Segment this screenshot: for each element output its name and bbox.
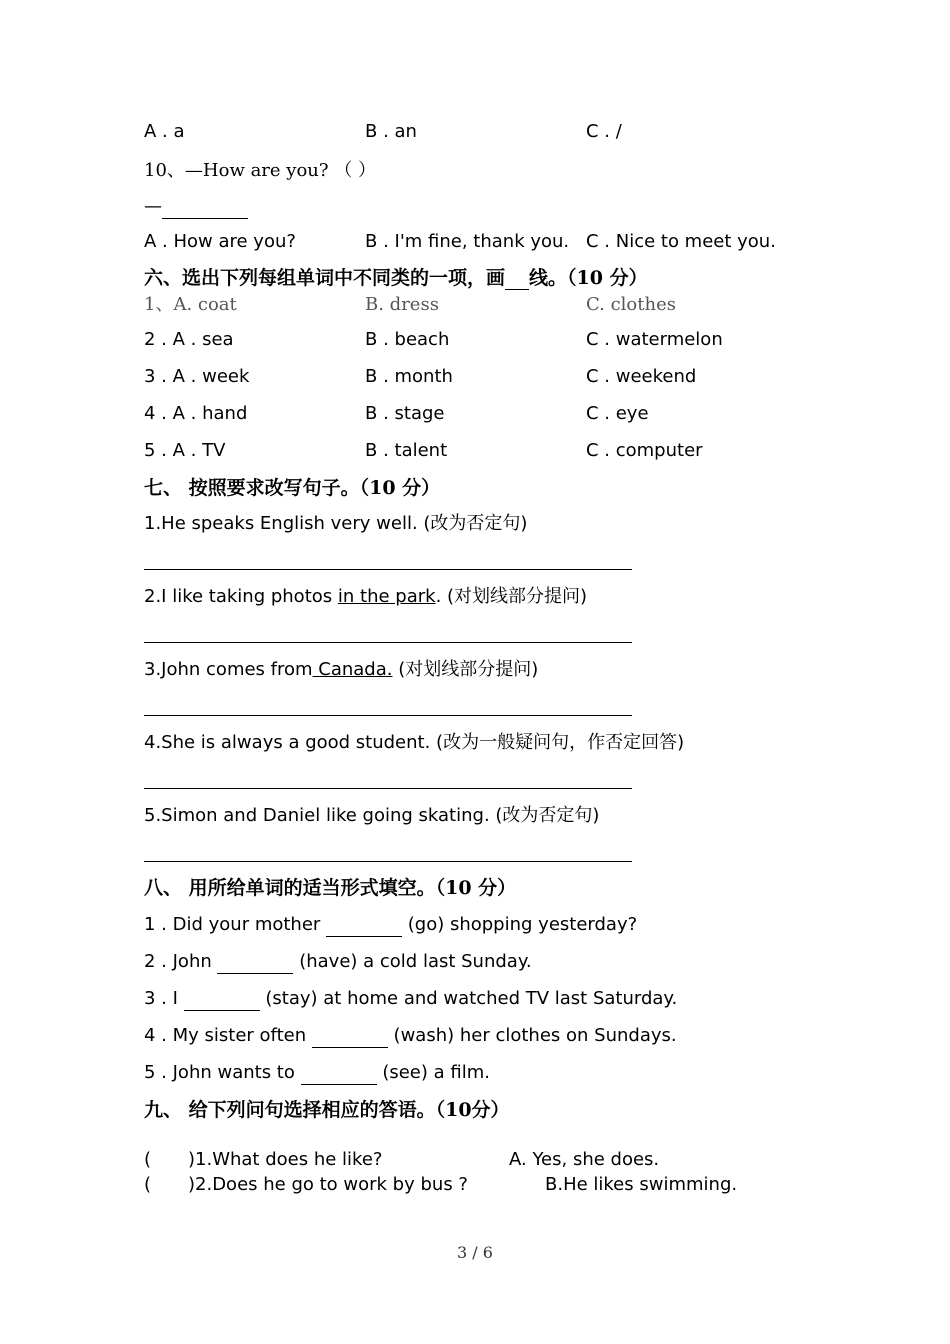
section8-item-3 xyxy=(144,988,677,1011)
section8-item-4-blank[interactable] xyxy=(312,1025,388,1048)
section8-item-3-post: (stay) at home and watched TV last Saturday. xyxy=(259,988,678,1009)
section8-heading: 八、 用所给单词的适当形式填空。（10 分） xyxy=(144,877,517,899)
q10-answer-blank[interactable] xyxy=(162,196,248,219)
section7-q3-post: (对划线部分提问) xyxy=(392,659,539,680)
q10-answer-line xyxy=(144,196,248,219)
q10-stem: 10、—How are you? （ ） xyxy=(144,160,376,181)
q9-option-a: A . a xyxy=(144,121,185,142)
section9-row1-paren[interactable]: ( xyxy=(144,1149,152,1170)
section7-q1: 1.He speaks English very well. (改为否定句) xyxy=(144,513,528,534)
section6-row3-a: 3 . A . week xyxy=(144,366,250,387)
section7-q4: 4.She is always a good student. (改为一般疑问句，作否定回答) xyxy=(144,732,685,753)
section8-item-1-pre: 1 . Did your mother xyxy=(144,914,327,935)
section6-row5-b: B . talent xyxy=(365,440,448,461)
section6-row1-b: B. dress xyxy=(365,294,439,315)
section6-row3-b: B . month xyxy=(365,366,453,387)
section8-item-5-pre: 5 . John wants to xyxy=(144,1062,301,1083)
section6-heading-suffix: 线。（10 分） xyxy=(529,267,648,289)
section8-item-2-post: (have) a cold last Sunday. xyxy=(293,951,532,972)
section7-q2-pre: 2.I like taking photos xyxy=(144,586,338,607)
section7-q1-answer-line[interactable] xyxy=(144,569,632,570)
section8-item-1-blank[interactable] xyxy=(326,914,402,937)
q10-option-a: A . How are you? xyxy=(144,231,296,252)
section8-item-1-post: (go) shopping yesterday? xyxy=(402,914,638,935)
section6-row2-b: B . beach xyxy=(365,329,450,350)
section7-q3-pre: 3.John comes from xyxy=(144,659,313,680)
section6-row4-b: B . stage xyxy=(365,403,445,424)
section7-q5-answer-line[interactable] xyxy=(144,861,632,862)
section8-item-5-post: (see) a film. xyxy=(376,1062,490,1083)
section7-q2-answer-line[interactable] xyxy=(144,642,632,643)
section9-heading: 九、 给下列问句选择相应的答语。（10分） xyxy=(144,1099,510,1121)
section9-row1-answer: A. Yes, she does. xyxy=(509,1149,660,1170)
section6-row2-c: C . watermelon xyxy=(586,329,723,350)
q9-option-b: B . an xyxy=(365,121,417,142)
section6-row4-c: C . eye xyxy=(586,403,649,424)
section6-row4-a: 4 . A . hand xyxy=(144,403,248,424)
section6-row1-a: 1、A. coat xyxy=(144,294,237,315)
section7-q3-underlined: Canada. xyxy=(312,659,393,680)
section9-row1-question: )1.What does he like? xyxy=(188,1149,383,1170)
section8-item-2-blank[interactable] xyxy=(217,951,293,974)
section8-item-5-blank[interactable] xyxy=(301,1062,377,1085)
section6-row2-a: 2 . A . sea xyxy=(144,329,234,350)
section8-item-3-blank[interactable] xyxy=(184,988,260,1011)
section8-item-4-pre: 4 . My sister often xyxy=(144,1025,312,1046)
section6-row5-a: 5 . A . TV xyxy=(144,440,226,461)
section6-heading-blank xyxy=(505,267,529,290)
section8-item-5 xyxy=(144,1062,490,1085)
section8-item-1 xyxy=(144,914,637,937)
section7-q3 xyxy=(144,659,538,681)
q10-option-b: B . I'm fine, thank you. xyxy=(365,231,570,252)
section9-row2-question: )2.Does he go to work by bus ? xyxy=(188,1174,468,1195)
section6-heading xyxy=(144,267,648,290)
section7-q4-answer-line[interactable] xyxy=(144,788,632,789)
section8-item-3-pre: 3 . I xyxy=(144,988,184,1009)
section7-q2 xyxy=(144,586,587,608)
section8-item-2 xyxy=(144,951,532,974)
q10-dash: — xyxy=(144,196,162,217)
section9-row2-answer: B.He likes swimming. xyxy=(545,1174,738,1195)
section7-q2-post: . (对划线部分提问) xyxy=(435,586,588,607)
section7-q3-answer-line[interactable] xyxy=(144,715,632,716)
section6-heading-prefix: 六、选出下列每组单词中不同类的一项，画 xyxy=(144,267,506,289)
q9-option-c: C . / xyxy=(586,121,622,142)
section9-row2-paren[interactable]: ( xyxy=(144,1174,152,1195)
page-number: 3 / 6 xyxy=(457,1243,493,1262)
section7-q5: 5.Simon and Daniel like going skating. (改为否定句) xyxy=(144,805,600,826)
section7-q2-underlined: in the park xyxy=(337,586,436,607)
section8-item-2-pre: 2 . John xyxy=(144,951,218,972)
section6-row3-c: C . weekend xyxy=(586,366,697,387)
section8-item-4 xyxy=(144,1025,677,1048)
q10-option-c: C . Nice to meet you. xyxy=(586,231,776,252)
section6-row1-c: C. clothes xyxy=(586,294,676,315)
section8-item-4-post: (wash) her clothes on Sundays. xyxy=(387,1025,677,1046)
section7-heading: 七、 按照要求改写句子。（10 分） xyxy=(144,477,441,499)
section6-row5-c: C . computer xyxy=(586,440,703,461)
